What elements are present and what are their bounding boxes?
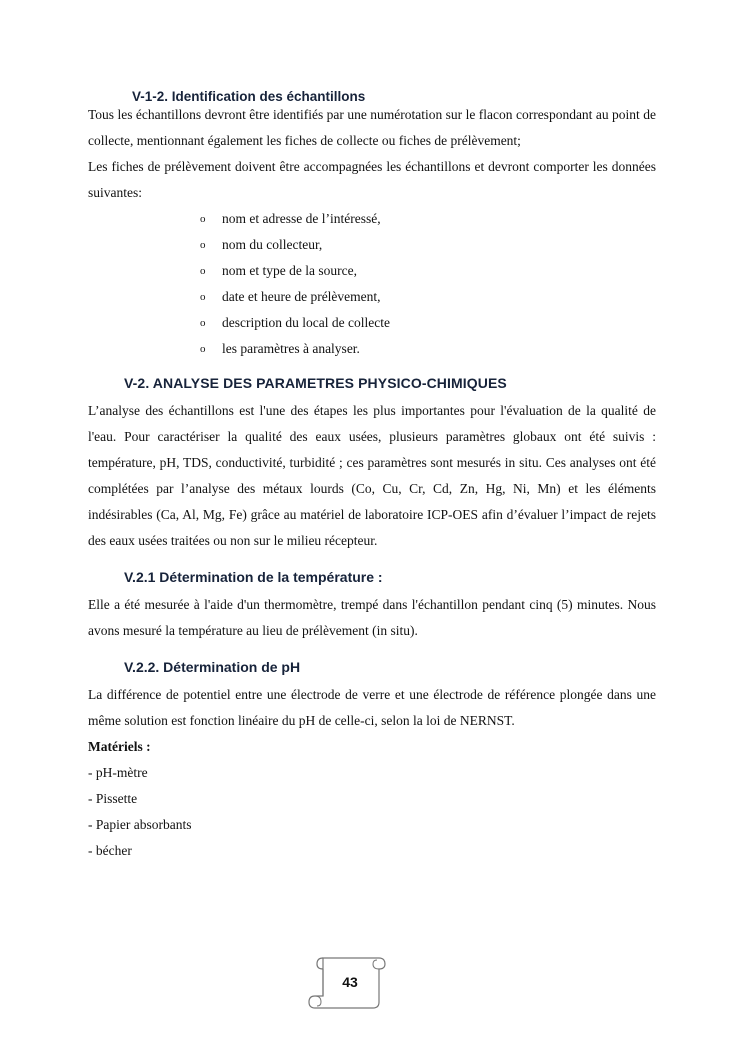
paragraph-analyse: L’analyse des échantillons est l'une des étapes les plus importantes pour l'évaluation de la qualité de l'eau. Pour caractériser la qualité des eaux usées, plusieurs paramètres globaux ont été suivis : température, pH, TDS, conductivité, turbidité ; ces paramètres sont mesurés in situ. Ces analyses ont été complétées par l’analyse des métaux lourds (Co, Cu, Cr, Cd, Zn, Hg, Ni, Mn) et les éléments indésirables (Ca, Al, Mg, Fe) grâce au matériel de laboratoire ICP-OES afin d’évaluer l’impact de rejets des eaux usées traitées ou non sur le milieu récepteur.	[88, 403, 656, 548]
heading-v-2-2: V.2.2. Détermination de pH	[124, 659, 301, 675]
list-item: o nom et adresse de l’intéressé,	[200, 206, 656, 232]
material-item: - Pissette	[88, 791, 138, 806]
bullet-icon: o	[200, 343, 206, 355]
bullet-icon: o	[200, 213, 206, 225]
materials-label: Matériels :	[88, 739, 151, 754]
list-item: o nom du collecteur,	[200, 232, 656, 258]
material-item: - Papier absorbants	[88, 817, 192, 832]
heading-v-1-2: V-1-2. Identification des échantillons	[132, 89, 366, 104]
material-item: - pH-mètre	[88, 765, 148, 780]
list-item: o nom et type de la source,	[200, 258, 656, 284]
paragraph-ph: La différence de potentiel entre une électrode de verre et une électrode de référence plongée dans une même solution est fonction linéaire du pH de celle-ci, selon la loi de NERNST.	[88, 687, 656, 728]
page-content	[88, 84, 656, 864]
bullet-icon: o	[200, 239, 206, 251]
paragraph-temperature: Elle a été mesurée à l'aide d'un thermomètre, trempé dans l'échantillon pendant cinq (5) minutes. Nous avons mesuré la température au lieu de prélèvement (in situ).	[88, 597, 656, 638]
list-item: o les paramètres à analyser.	[200, 336, 656, 362]
page-number: 43	[342, 974, 358, 990]
list-item: o description du local de collecte	[200, 310, 656, 336]
heading-v-2: V-2. ANALYSE DES PARAMETRES PHYSICO-CHIMIQUES	[124, 375, 507, 391]
paragraph-identification: Tous les échantillons devront être identifiés par une numérotation sur le flacon correspondant au point de collecte, mentionnant également les fiches de collecte ou fiches de prélèvement;	[88, 107, 656, 148]
bullet-icon: o	[200, 317, 206, 329]
bullet-icon: o	[200, 265, 206, 277]
paragraph-fiches: Les fiches de prélèvement doivent être accompagnées les échantillons et devront comporter les données suivantes:	[88, 159, 656, 200]
page-number-scroll	[305, 950, 387, 1012]
list-item: o date et heure de prélèvement,	[200, 284, 656, 310]
bullet-icon: o	[200, 291, 206, 303]
heading-v-2-1: V.2.1 Détermination de la température :	[124, 569, 383, 585]
required-data-list	[88, 206, 656, 362]
material-item: - bécher	[88, 843, 132, 858]
